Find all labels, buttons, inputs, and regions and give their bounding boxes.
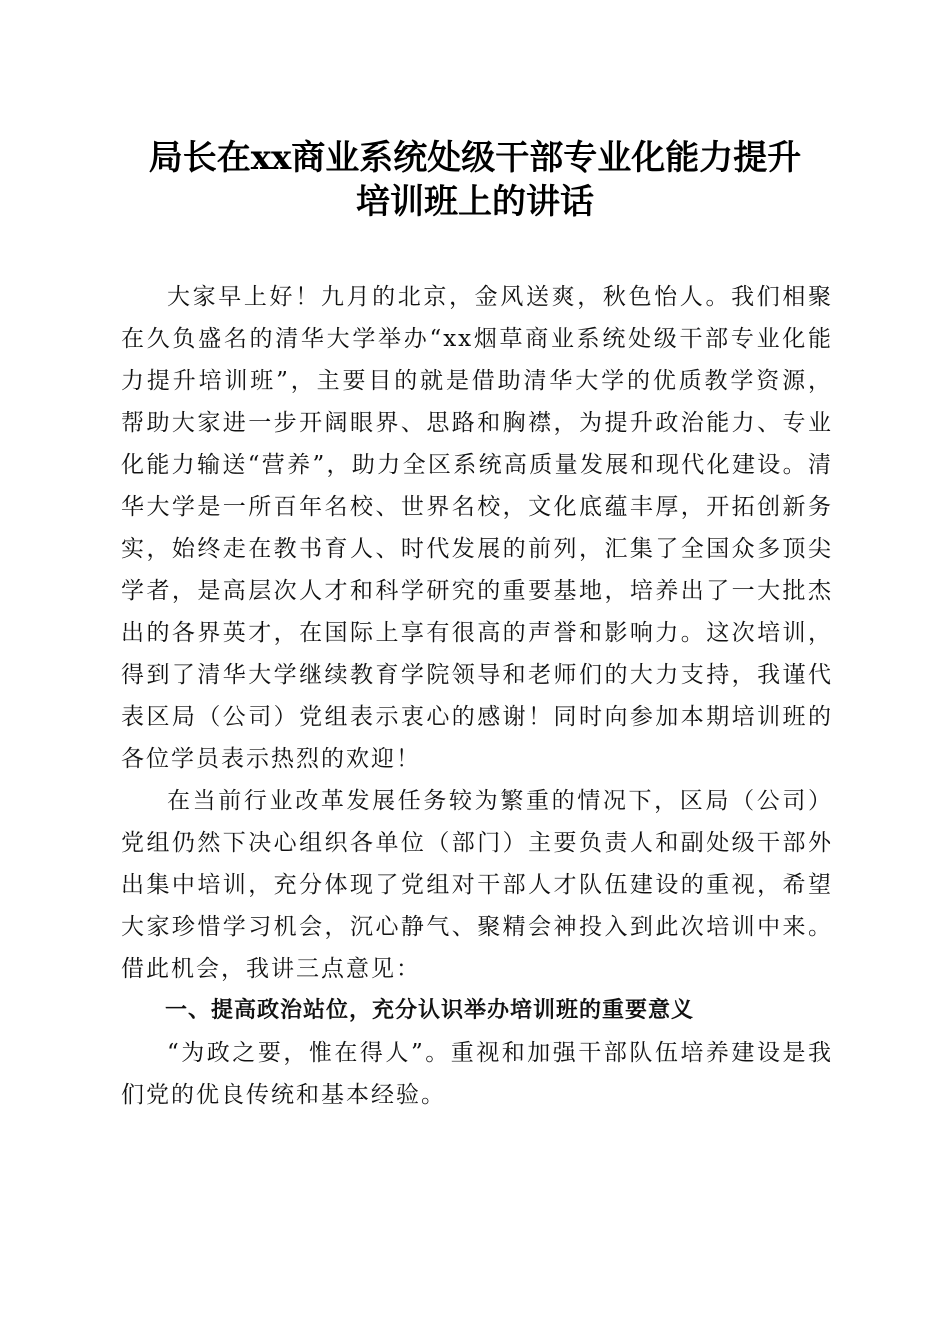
document-title [110, 136, 840, 224]
paragraph-1: 大家早上好！九月的北京，金风送爽，秋色怡人。我们相聚在久负盛名的清华大学举办“xx烟草商业系统处级干部专业化能力提升培训班”，主要目的就是借助清华大学的优质教学资源，帮助大家进一步开阔眼界、思路和胸襟，为提升政治能力、专业化能力输送“营养”，助力全区系统高质量发展和现代化建设。清华大学是一所百年名校、世界名校，文化底蕴丰厚，开拓创新务实，始终走在教书育人、时代发展的前列，汇集了全国众多顶尖学者，是高层次人才和科学研究的重要基地，培养出了一大批杰出的各界英才，在国际上享有很高的声誉和影响力。这次培训，得到了清华大学继续教育学院领导和老师们的大力支持，我谨代表区局（公司）党组表示衷心的感谢！同时向参加本期培训班的各位学员表示热烈的欢迎！ [121, 284, 833, 772]
title-line-2: 培训班上的讲话 [356, 182, 594, 222]
paragraph-3: “为政之要，惟在得人”。重视和加强干部队伍培养建设是我们党的优良传统和基本经验。 [121, 1040, 833, 1108]
document-body [121, 276, 833, 1116]
paragraph-2: 在当前行业改革发展任务较为繁重的情况下，区局（公司）党组仍然下决心组织各单位（部门）主要负责人和副处级干部外出集中培训，充分体现了党组对干部人才队伍建设的重视，希望大家珍惜学习机会，沉心静气、聚精会神投入到此次培训中来。借此机会，我讲三点意见： [121, 788, 833, 982]
title-line-1: 局长在xx商业系统处级干部专业化能力提升 [148, 138, 802, 178]
section-heading-1: 一、提高政治站位，充分认识举办培训班的重要意义 [165, 998, 695, 1023]
